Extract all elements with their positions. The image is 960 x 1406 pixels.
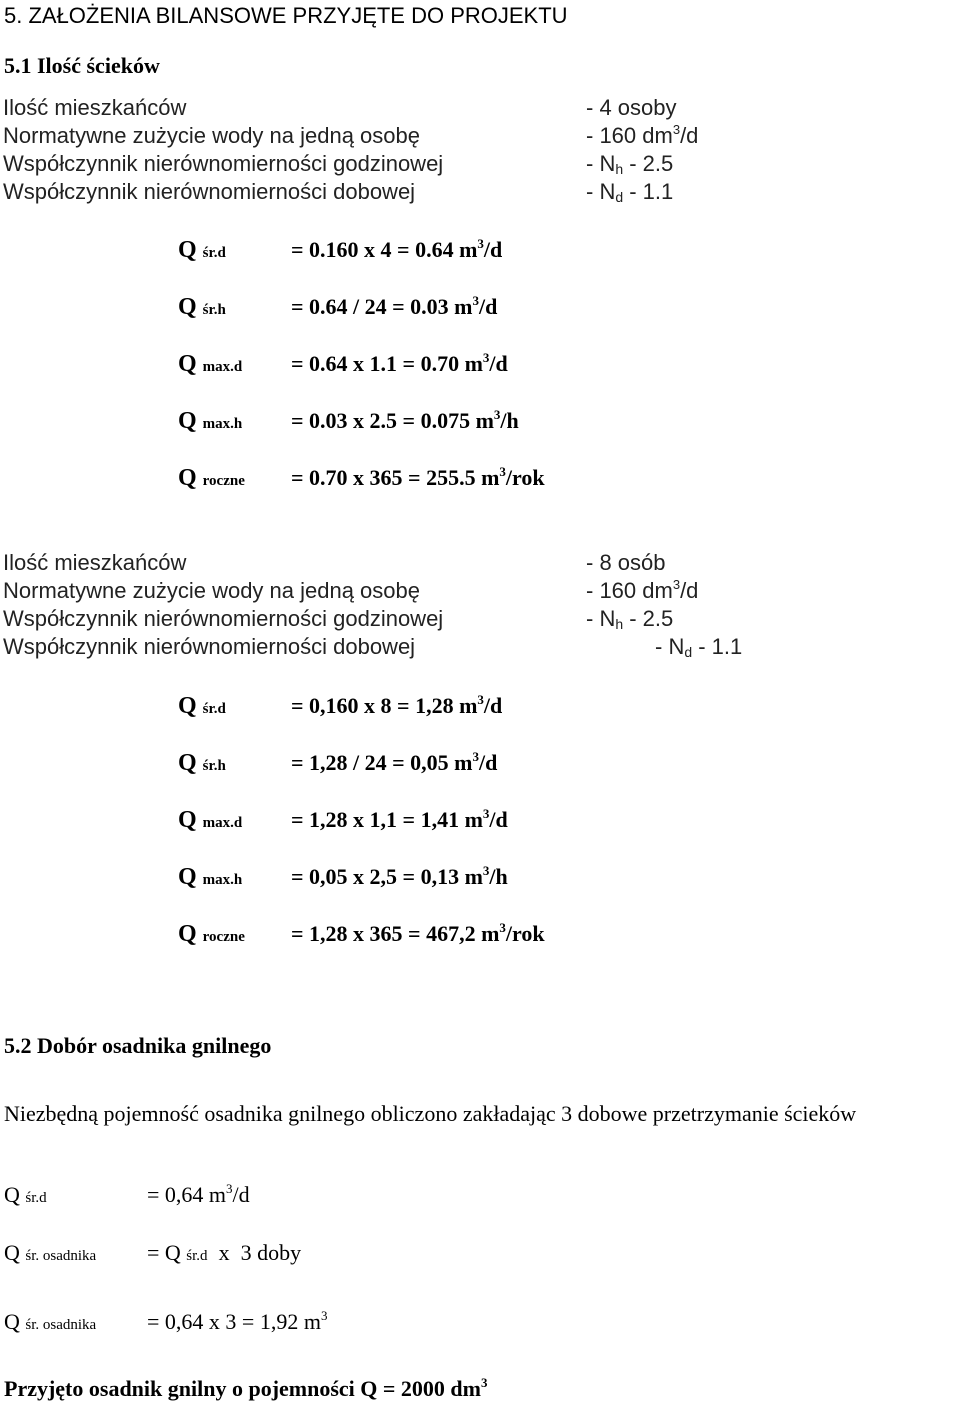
calc-symbol: Q śr.h (178, 750, 226, 776)
calc-expression: = 0,64 $m^3/d$ (147, 1181, 250, 1207)
calc-symbol: Q śr.d (178, 237, 226, 263)
section-5-2-title: 5.2 Dobór osadnika gnilnego (4, 1033, 272, 1058)
param-row-residents (3, 94, 953, 122)
param-label: Normatywne zużycie wody na jedną osobę (3, 578, 421, 603)
calc-expression: = 0.160 x 4 = 0.64 $m^3/d$ (291, 236, 503, 262)
param-label: Współczynnik nierównomierności godzinowej (3, 606, 444, 631)
param-row-water-usage (3, 122, 953, 150)
calc-row (178, 347, 878, 381)
calc-expression: = 0.64 / 24 = 0.03 $m^3/d$ (291, 293, 498, 319)
param-row-daily-coef (3, 633, 953, 661)
section-5-title: 5. ZAŁOŻENIA BILANSOWE PRZYJĘTE DO PROJEKTU (4, 3, 568, 28)
section-5-2-paragraph: Niezbędną pojemność osadnika gnilnego obliczono zakładając 3 dobowe przetrzymanie ścieków (4, 1101, 857, 1126)
param-row-residents (3, 549, 953, 577)
calc-row (178, 860, 878, 894)
calc-expression: = 0,05 x 2,5 = 0,13 $m^3/h$ (291, 863, 508, 889)
param-value: - 160 $dm^3/d$ (586, 577, 699, 603)
calc-row (178, 746, 878, 780)
calc-symbol: Q max.d (178, 807, 243, 833)
calc-expression: = 0.64 x 1.1 = 0.70 $m^3/d$ (291, 350, 508, 376)
calc-row (4, 1236, 704, 1270)
param-label: Normatywne zużycie wody na jedną osobę (3, 123, 421, 148)
calc-row (4, 1305, 704, 1339)
calc-row (4, 1178, 704, 1212)
param-label: Ilość mieszkańców (3, 550, 187, 575)
calc-expression: = 0,160 x 8 = 1,28 $m^3/d$ (291, 692, 503, 718)
calc-row (178, 917, 878, 951)
calc-symbol: Q max.h (178, 864, 243, 890)
calc-symbol: Q śr. osadnika (4, 1309, 97, 1334)
calc-symbol: Q śr. osadnika (4, 1240, 97, 1265)
param-value: - $N_d - 1.1$ (655, 634, 743, 660)
param-label: Współczynnik nierównomierności godzinowej (3, 151, 444, 176)
param-value: - $N_h - 2.5$ (586, 151, 674, 177)
calc-expression: = 0,64 x 3 = 1,92 $m^3$ (147, 1308, 328, 1334)
param-label: Współczynnik nierównomierności dobowej (3, 634, 416, 659)
calc-row (178, 803, 878, 837)
calc-symbol: Q roczne (178, 465, 245, 491)
calc-row (178, 461, 878, 495)
calc-symbol: Q śr.h (178, 294, 226, 320)
final-statement: Przyjęto osadnik gnilny o pojemności Q = 2000 $dm^3$ (4, 1375, 488, 1401)
calc-symbol: Q max.h (178, 408, 243, 434)
calc-symbol: Q max.d (178, 351, 243, 377)
param-value: - 160 $dm^3/d$ (586, 122, 699, 148)
calc-expression: = 1,28 / 24 = 0,05 $m^3/d$ (291, 749, 498, 775)
param-value: - 4 osoby (586, 95, 677, 120)
param-label: Ilość mieszkańców (3, 95, 187, 120)
calc-row (178, 290, 878, 324)
calc-symbol: Q śr.d (178, 693, 226, 719)
calc-row (178, 404, 878, 438)
param-row-hourly-coef (3, 605, 953, 633)
param-row-hourly-coef (3, 150, 953, 178)
section-5-1-title: 5.1 Ilość ścieków (4, 53, 160, 78)
calc-expression: = 1,28 x 365 = 467,2 $m^3$/rok (291, 920, 545, 946)
param-value: - $N_h - 2.5$ (586, 606, 674, 632)
param-row-daily-coef (3, 178, 953, 206)
calc-expression: = 1,28 x 1,1 = 1,41 $m^3/d$ (291, 806, 508, 832)
param-value: - $N_d - 1.1$ (586, 179, 674, 205)
param-row-water-usage (3, 577, 953, 605)
param-value: - 8 osób (586, 550, 666, 575)
calc-row (178, 689, 878, 723)
calc-symbol: Q śr.d (4, 1182, 47, 1207)
param-label: Współczynnik nierównomierności dobowej (3, 179, 416, 204)
calc-row (178, 233, 878, 267)
calc-expression: = 0.70 x 365 = 255.5 $m^3$/rok (291, 464, 545, 490)
calc-expression: = 0.03 x 2.5 = 0.075 $m^3/h$ (291, 407, 519, 433)
calc-symbol: Q roczne (178, 921, 245, 947)
calc-expression: = Q śr.d x 3 doby (147, 1240, 302, 1265)
